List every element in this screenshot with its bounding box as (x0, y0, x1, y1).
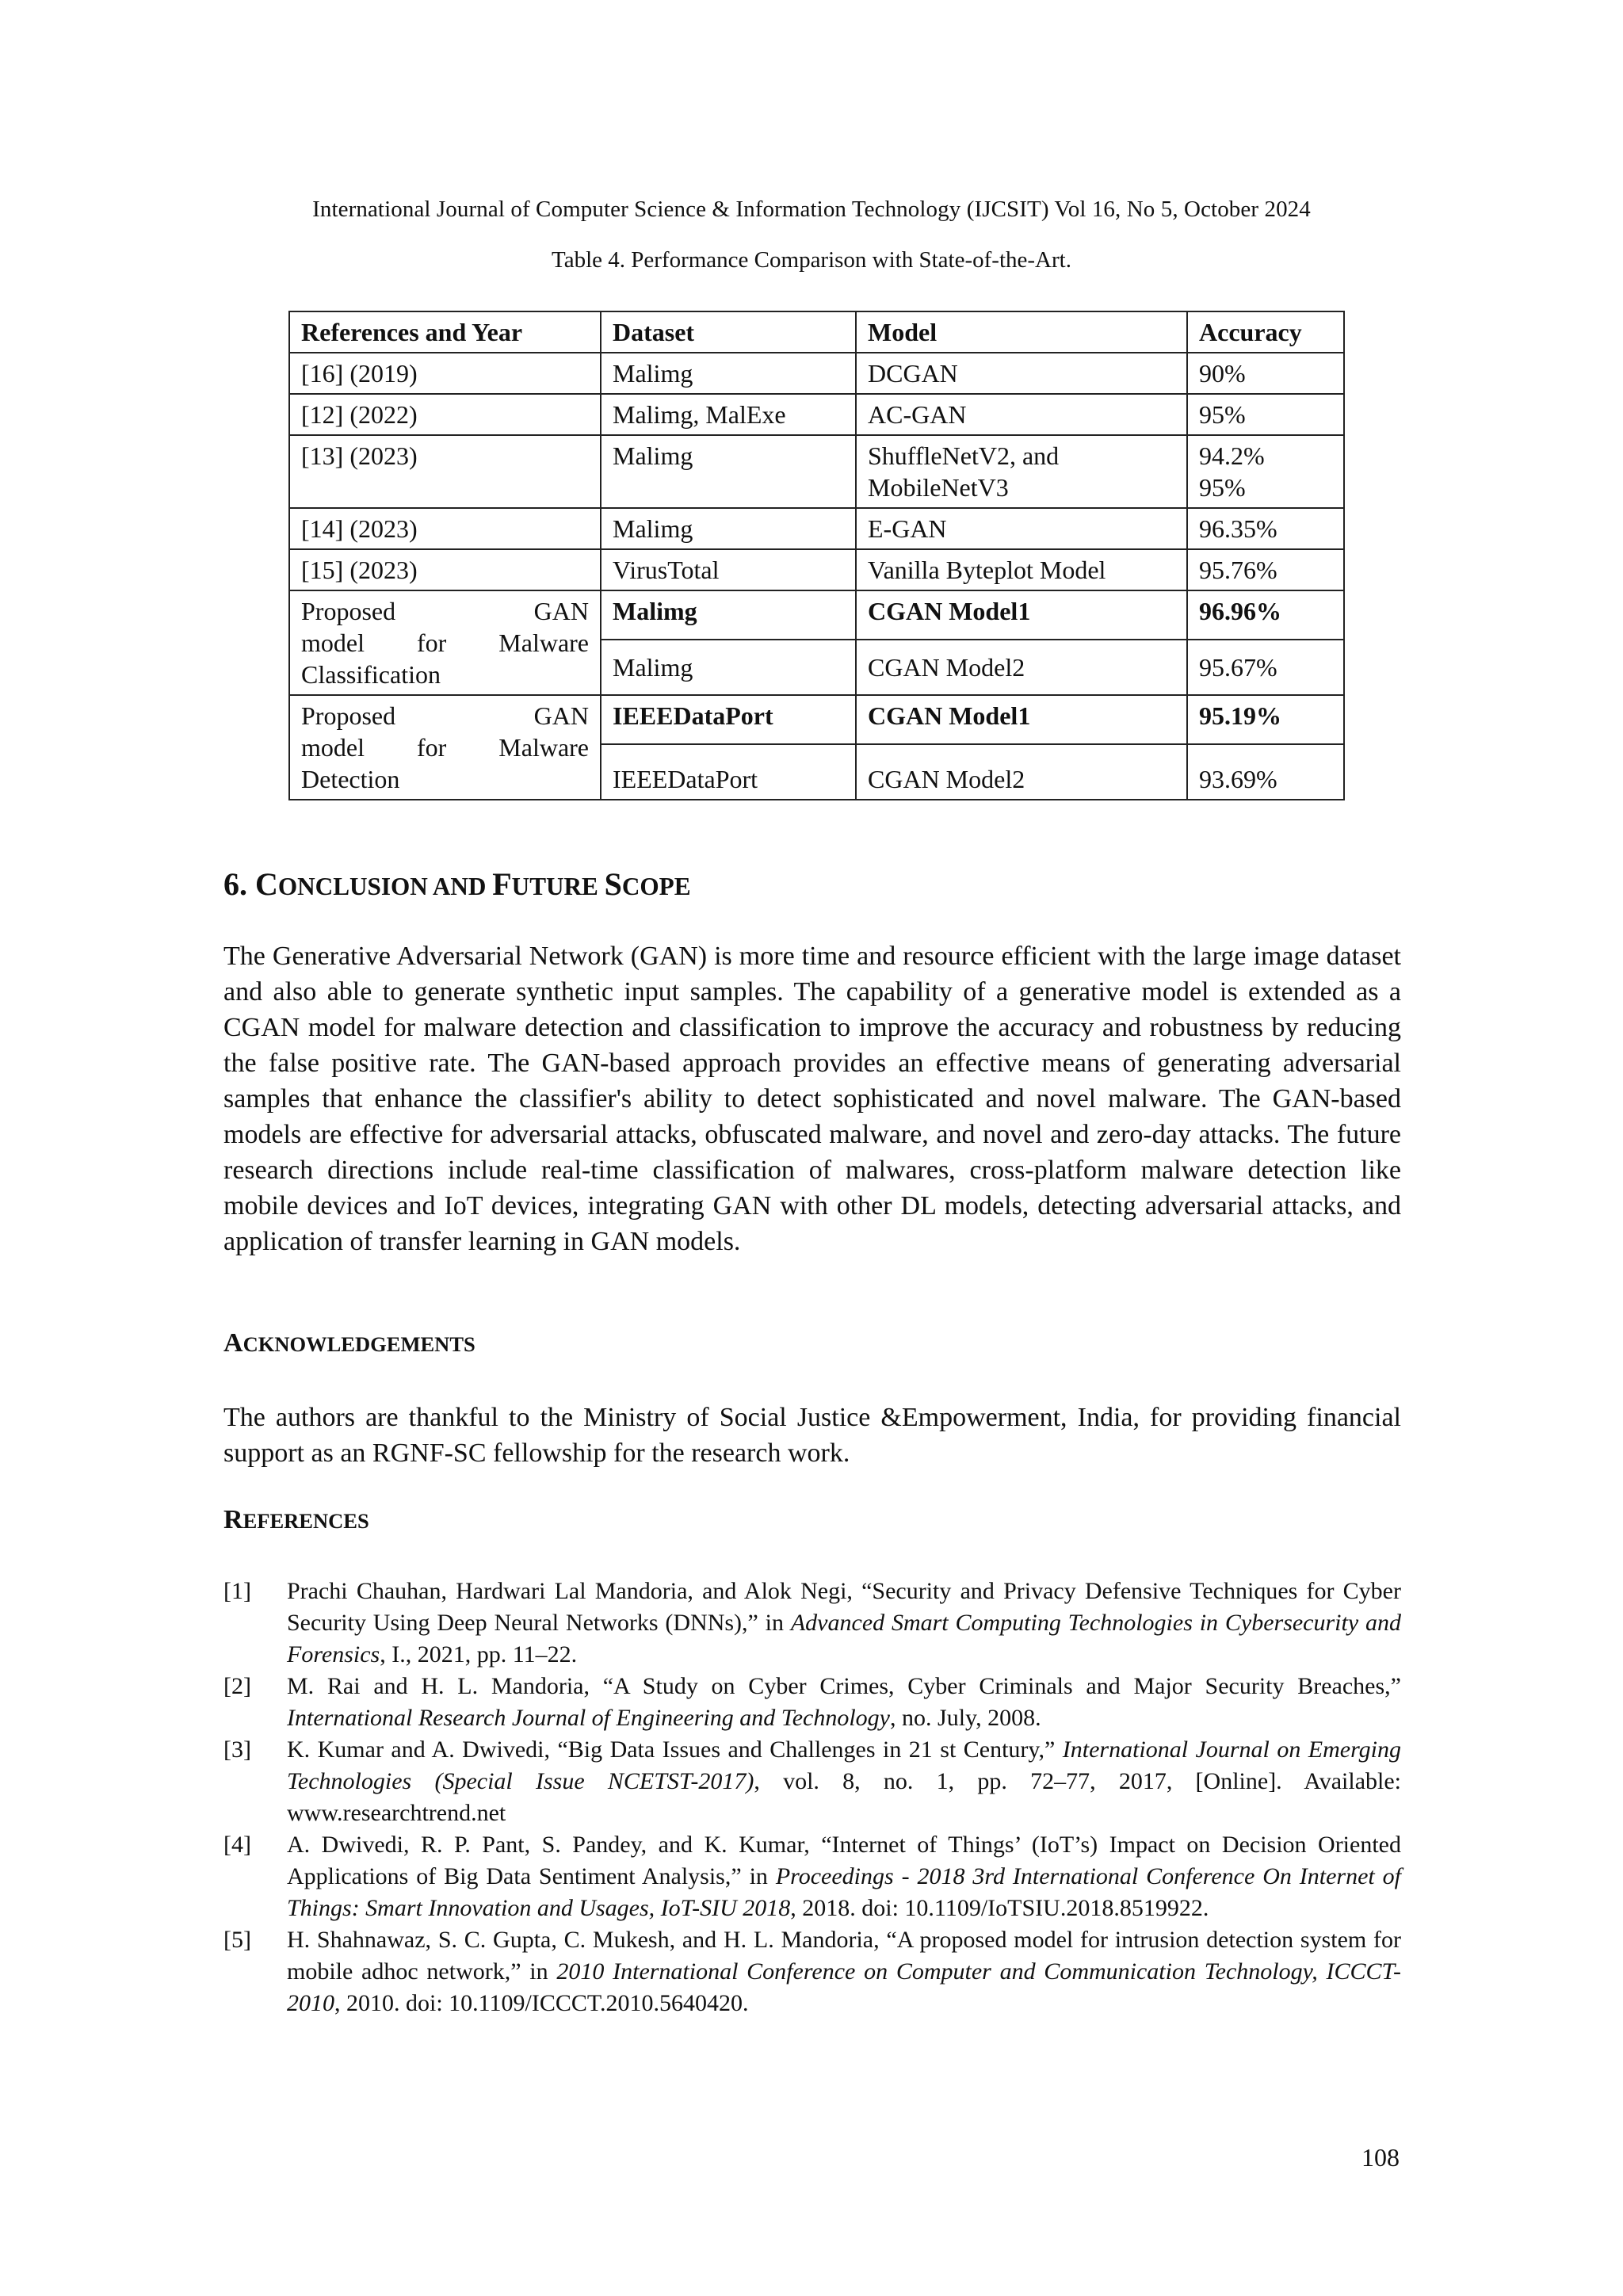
heading-initial: A (223, 1328, 243, 1358)
group-label-line: model for Malware (301, 628, 589, 657)
reference-venue: 2010 International Conference on Computer and Communication Technology, ICCCT-2010 (287, 1958, 1401, 2016)
table-cell: IEEEDataPort (601, 744, 856, 800)
table-cell: 90% (1187, 353, 1344, 394)
reference-venue: Advanced Smart Computing Technologies in Cybersecurity and Forensics (287, 1610, 1401, 1668)
reference-text: , vol. 8, no. 1, pp. 72–77, 2017, [Online]. Available: www.researchtrend.net (287, 1768, 1401, 1826)
group-label-classification (289, 590, 601, 695)
table-cell: DCGAN (856, 353, 1187, 394)
heading-rest: ONCLUSION AND (277, 873, 493, 900)
reference-list (223, 1576, 1401, 2019)
column-header: References and Year (289, 311, 601, 353)
cell-line: MobileNetV3 (868, 473, 1009, 502)
table-cell: CGAN Model1 (856, 695, 1187, 744)
page-number: 108 (1361, 2143, 1400, 2172)
heading-initial: F (492, 866, 512, 902)
column-header: Accuracy (1187, 311, 1344, 353)
heading-rest: EFERENCES (242, 1509, 369, 1533)
column-header: Model (856, 311, 1187, 353)
section-heading-references (223, 1505, 369, 1535)
heading-rest: UTURE (511, 873, 605, 900)
reference-number: [5] (223, 1927, 251, 1953)
reference-item (223, 1671, 1401, 1734)
table-header-row (289, 311, 1344, 353)
performance-table (288, 311, 1345, 800)
table-cell: IEEEDataPort (601, 695, 856, 744)
section-heading-acknowledgements (223, 1328, 475, 1358)
table-cell: Malimg (601, 435, 856, 508)
conclusion-paragraph: The Generative Adversarial Network (GAN) is more time and resource efficient with the large image dataset and also able to generate synthetic input samples. The capability of a generative model is extended as a CGAN model for malware detection and classification to improve the accuracy and robustness by reducing the false positive rate. The GAN-based approach provides an effective means of generating adversarial samples that enhance the classifier's ability to detect sophisticated and novel malware. The GAN-based models are effective for adversarial attacks, obfuscated malware, and novel and zero-day attacks. The future research directions include real-time classification of malwares, cross-platform malware detection like mobile devices and IoT devices, integrating GAN with other DL models, detecting adversarial attacks, and application of transfer learning in GAN models. (223, 942, 1401, 1256)
table-row (289, 590, 1344, 640)
heading-initial: R (223, 1505, 243, 1534)
reference-text: , 2018. doi: 10.1109/IoTSIU.2018.8519922. (790, 1895, 1209, 1921)
group-label-detection (289, 695, 601, 800)
group-label-line: Classification (301, 660, 441, 689)
table-cell: 96.96% (1187, 590, 1344, 640)
heading-rest: CKNOWLEDGEMENTS (242, 1332, 475, 1356)
cell-line: ShuffleNetV2, and (868, 441, 1060, 470)
table-cell: Vanilla Byteplot Model (856, 549, 1187, 590)
table-row (289, 508, 1344, 549)
reference-text: M. Rai and H. L. Mandoria, “A Study on Cyber Crimes, Cyber Criminals and Major Security Breaches,” (287, 1673, 1401, 1699)
table-row (289, 695, 1344, 744)
table-cell: [14] (2023) (289, 508, 601, 549)
table-cell: CGAN Model2 (856, 744, 1187, 800)
cell-line: 94.2% (1199, 441, 1265, 470)
reference-text: , 2010. doi: 10.1109/ICCCT.2010.5640420. (334, 1990, 749, 2016)
table-cell: Malimg (601, 353, 856, 394)
reference-item (223, 1829, 1401, 1924)
reference-venue: International Journal on Emerging Technologies (Special Issue NCETST-2017) (287, 1736, 1401, 1794)
column-header: Dataset (601, 311, 856, 353)
table-caption: Table 4. Performance Comparison with State-of-the-Art. (552, 247, 1071, 273)
group-label-line: Detection (301, 765, 400, 793)
table-row (289, 394, 1344, 435)
heading-initial: C (255, 866, 278, 902)
heading-initial: S (604, 866, 622, 902)
reference-text: , I., 2021, pp. 11–22. (380, 1641, 578, 1668)
table-cell: 95% (1187, 394, 1344, 435)
table-cell: 95.67% (1187, 640, 1344, 695)
table-cell: [13] (2023) (289, 435, 601, 508)
reference-text: Prachi Chauhan, Hardwari Lal Mandoria, and Alok Negi, “Security and Privacy Defensive Techniques for Cyber Security Using Deep Neural Networks (DNNs),” in (287, 1578, 1401, 1636)
table-cell: E-GAN (856, 508, 1187, 549)
group-label-line: Proposed GAN (301, 701, 589, 730)
cell-line: 95% (1199, 473, 1246, 502)
reference-text: A. Dwivedi, R. P. Pant, S. Pandey, and K. Kumar, “Internet of Things’ (IoT’s) Impact on Decision Oriented Applications of Big Data Sentiment Analysis,” in (287, 1832, 1401, 1889)
table-cell: VirusTotal (601, 549, 856, 590)
table-cell: [15] (2023) (289, 549, 601, 590)
table-cell: [12] (2022) (289, 394, 601, 435)
section-number: 6. (223, 866, 247, 902)
table-cell: Malimg, MalExe (601, 394, 856, 435)
reference-number: [1] (223, 1578, 251, 1604)
table-cell: CGAN Model1 (856, 590, 1187, 640)
reference-text: K. Kumar and A. Dwivedi, “Big Data Issues and Challenges in 21 st Century,” (287, 1736, 1063, 1763)
table-cell: [16] (2019) (289, 353, 601, 394)
table-cell: Malimg (601, 640, 856, 695)
table-cell: CGAN Model2 (856, 640, 1187, 695)
heading-rest: COPE (621, 873, 691, 900)
reference-text: H. Shahnawaz, S. C. Gupta, C. Mukesh, and H. L. Mandoria, “A proposed model for intrusion detection system for mobile adhoc network,” in (287, 1927, 1401, 1985)
table-row (289, 353, 1344, 394)
table-cell: AC-GAN (856, 394, 1187, 435)
table-cell: Malimg (601, 508, 856, 549)
reference-venue: International Research Journal of Engineering and Technology (287, 1705, 891, 1731)
group-label-line: Proposed GAN (301, 597, 589, 625)
table-row (289, 435, 1344, 508)
table-cell (856, 435, 1187, 508)
reference-item (223, 1924, 1401, 2019)
table-row (289, 549, 1344, 590)
journal-header: International Journal of Computer Science & Information Technology (IJCSIT) Vol 16, No 5, October 2024 (312, 197, 1311, 222)
reference-number: [3] (223, 1736, 251, 1763)
table-cell: 95.76% (1187, 549, 1344, 590)
reference-item (223, 1734, 1401, 1829)
table-cell (1187, 435, 1344, 508)
reference-item (223, 1576, 1401, 1671)
reference-number: [2] (223, 1673, 251, 1699)
table-cell: 93.69% (1187, 744, 1344, 800)
section-heading-conclusion (223, 865, 691, 903)
reference-text: , no. July, 2008. (890, 1705, 1041, 1731)
reference-venue: Proceedings - 2018 3rd International Conference On Internet of Things: Smart Innovation and Usages, IoT-SIU 2018 (287, 1863, 1401, 1921)
table-cell: Malimg (601, 590, 856, 640)
acknowledgements-paragraph: The authors are thankful to the Ministry of Social Justice &Empowerment, India, for providing financial support as an RGNF-SC fellowship for the research work. (223, 1403, 1401, 1468)
group-label-line: model for Malware (301, 733, 589, 762)
reference-number: [4] (223, 1832, 251, 1858)
table-cell: 95.19% (1187, 695, 1344, 744)
table-cell: 96.35% (1187, 508, 1344, 549)
